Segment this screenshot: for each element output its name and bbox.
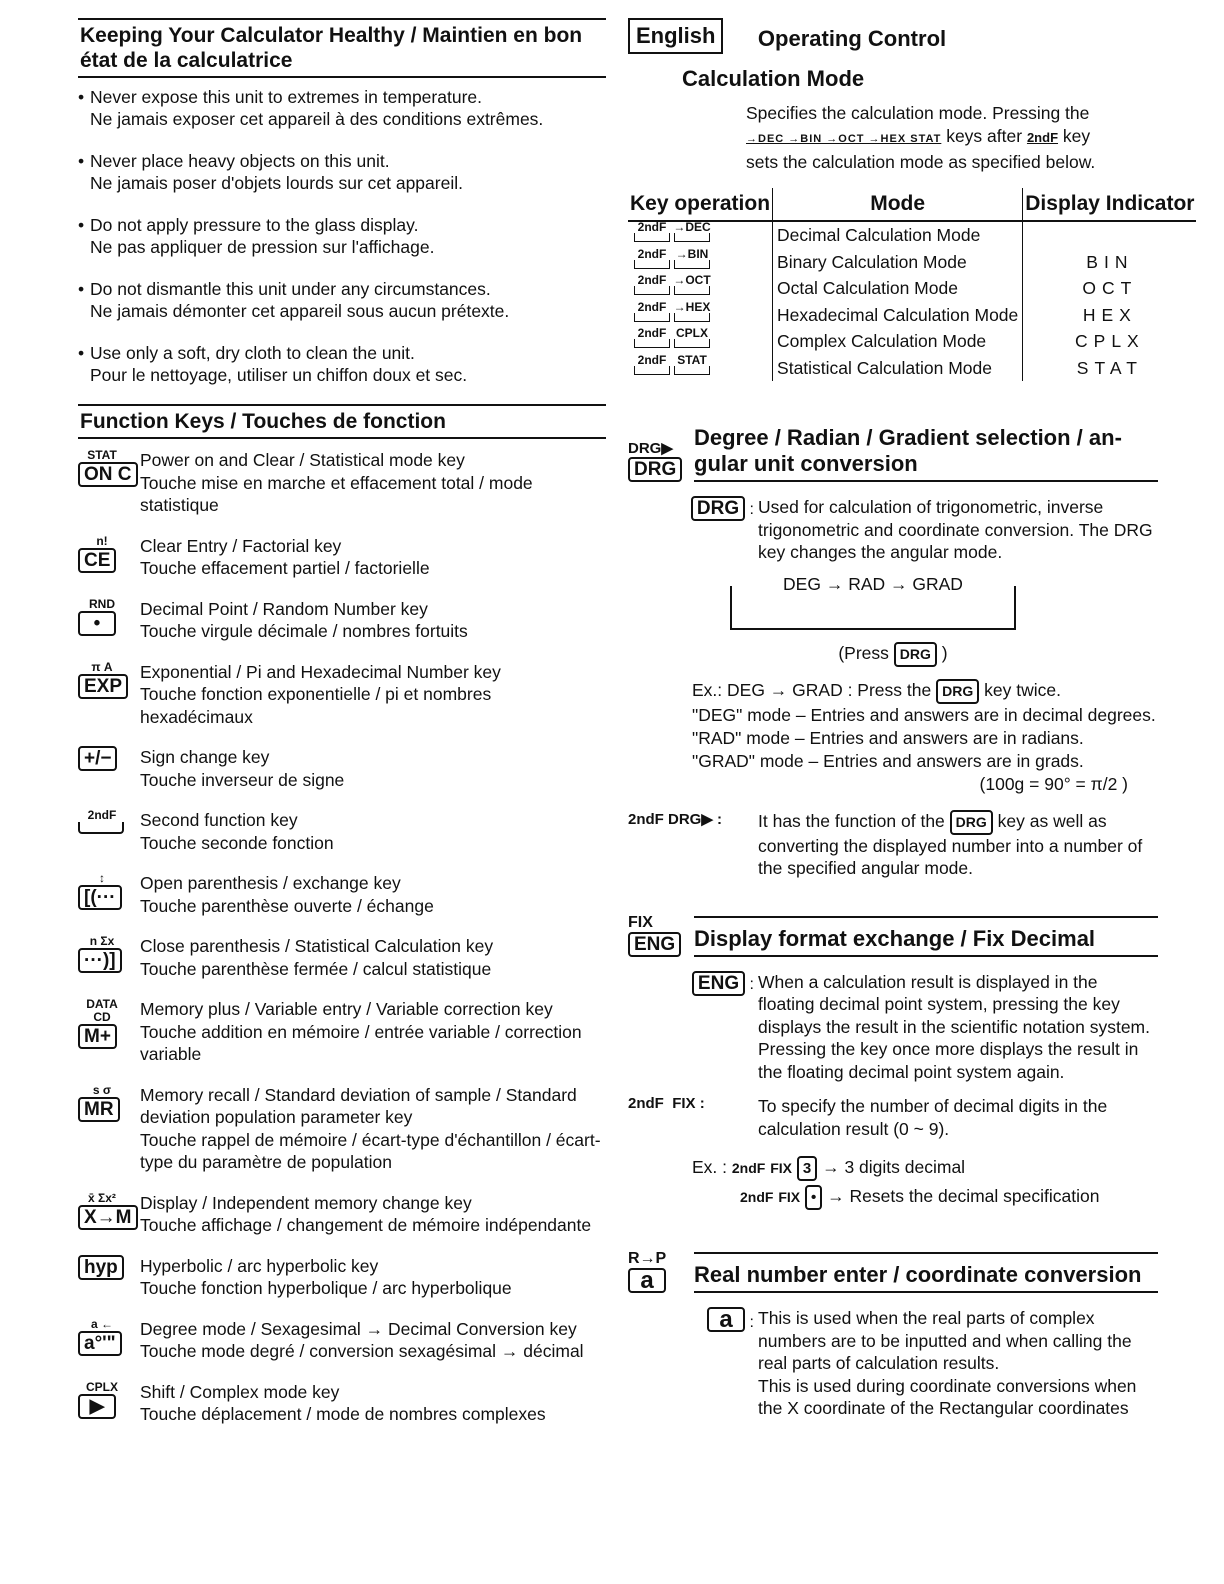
function-key-label-en: Decimal Point / Random Number key [140,598,428,619]
key-icon: →BIN [672,249,712,269]
function-key-row [78,1255,606,1300]
function-key-label-fr: Touche rappel de mémoire / écart-type d'échantillon / écart-type du paramètre de population [140,1129,601,1172]
calculator-key-icon: STAT ON C [78,449,140,487]
function-key-label-fr: Touche addition en mémoire / entrée variable / correction variable [140,1021,582,1064]
drg-example: Ex.: DEG → GRAD : Press the DRG key twice. "DEG" mode – Entries and answers are in decimal degrees. "RAD" mode – Entries and answers are in radians. "GRAD" mode – Entries and answers are in grads. (100g = 90° = π/2 ) [692,679,1156,794]
drg-section [628,425,1158,482]
key-icon: 2ndF [632,249,672,269]
function-key-label-fr: Touche fonction hyperbolique / arc hyperbolique [140,1278,512,1298]
table-row: 2ndF →BIN Binary Calculation Mode BIN [628,249,1196,276]
key-icon: →DEC [672,222,712,242]
calculator-key-icon: CPLX ▶ [78,1381,140,1419]
calculator-key-icon: ↕ [(··· [78,872,140,910]
function-key-label-en: Second function key [140,810,298,830]
function-key-row [78,449,606,517]
function-key-label-fr: Touche fonction exponentielle / pi et nombres hexadécimaux [140,684,492,727]
real-desc: a : This is used when the real parts of complex numbers are to be inputted and when calling the real parts of calculation results. This is used during coordinate conversions when the X coordinate of the Rectangular coordinates [628,1307,1158,1420]
function-key-row [78,809,606,854]
function-key-label-en: Sign change key [140,747,270,767]
function-key-row [78,998,606,1066]
bullet-item: • Never place heavy objects on this unit. Ne jamais poser d'objets lourds sur cet appareil. [78,151,463,193]
function-key-label-fr: Touche affichage / changement de mémoire indépendante [140,1215,592,1235]
function-key-row [78,1318,606,1363]
drg-desc: DRG : Used for calculation of trigonometric, inverse trigonometric and coordinate conversion. The DRG key changes the angular mode. [628,496,1158,564]
drg-key: DRG▶ DRG [628,439,694,482]
function-key-label-en: Memory plus / Variable entry / Variable correction key [140,999,553,1019]
function-key-row [78,661,606,729]
function-key-label-en: Shift / Complex mode key [140,1381,340,1402]
function-key-label-en: Memory recall / Standard deviation of sample / Standard deviation population parameter key [140,1084,577,1127]
function-key-label-en: Clear Entry / Factorial key [140,535,342,556]
function-key-label-fr: Touche mode degré / conversion sexagésimal → décimal [140,1341,584,1361]
key-icon: 2ndF [632,222,672,242]
bullet-item: • Use only a soft, dry cloth to clean the unit. Pour le nettoyage, utiliser un chiffon doux et sec. [78,343,468,385]
fix-example: Ex. : 2ndF FIX 3 → 3 digits decimal 2ndF FIX • → Resets the decimal specification [692,1156,1158,1210]
table-row: 2ndF STAT Statistical Calculation Mode STAT [628,355,1196,382]
table-row: 2ndF →DEC Decimal Calculation Mode [628,221,1196,249]
calculator-key-icon: RND • [78,598,140,636]
eng-key: FIX ENG [628,914,694,957]
key-icon: →HEX [672,302,712,322]
calc-mode-intro: Specifies the calculation mode. Pressing the →DEC →BIN →OCT →HEX STAT keys after 2ndF key sets the calculation mode as specified below. [746,103,1096,172]
calculator-key-icon: hyp [78,1255,140,1280]
calculator-key-icon: n Σx ···)] [78,935,140,973]
calculator-key-icon: x̄ Σx² X→M [78,1192,140,1230]
function-key-row [78,1192,606,1237]
function-key-label-en: Exponential / Pi and Hexadecimal Number key [140,661,501,682]
table-row: 2ndF CPLX Complex Calculation Mode CPLX [628,328,1196,355]
language-label: English [628,18,723,54]
function-key-label-fr: Touche inverseur de signe [140,769,345,790]
fix-desc: 2ndF FIX : To specify the number of decimal digits in the calculation result (0 ~ 9). [628,1095,1108,1139]
eng-desc: ENG : When a calculation result is displayed in the floating decimal point system, pressing the key displays the result in the scientific notation system. Pressing the key once more displays the result in the floating decimal point system again. [628,971,1158,1084]
function-key-label-fr: Touche virgule décimale / nombres fortuits [140,621,468,641]
calculator-key-icon: n! CE [78,535,140,573]
real-title: Real number enter / coordinate conversion [694,1252,1158,1293]
angle-cycle-diagram: DEG → RAD → GRAD [730,586,1016,630]
table-header: Key operation [628,188,773,221]
function-key-row [78,935,606,980]
function-key-label-en: Close parenthesis / Statistical Calculation key [140,936,494,956]
function-key-list [78,449,606,1426]
function-key-label-en: Degree mode / Sexagesimal → Decimal Conversion key [140,1318,577,1339]
function-key-label-en: Hyperbolic / arc hyperbolic key [140,1255,379,1276]
bullet-item: • Do not dismantle this unit under any circumstances. Ne jamais démonter cet appareil sous aucun prétexte. [78,279,510,321]
key-icon: 2ndF [632,275,672,295]
calculator-key-icon: 2ndF [78,809,140,834]
function-key-row [78,1084,606,1174]
function-keys-title: Function Keys / Touches de fonction [78,404,606,439]
calc-mode-table [628,188,1196,381]
key-icon: STAT [672,355,712,375]
function-key-row [78,872,606,917]
key-icon: 2ndF [632,302,672,322]
function-key-label-en: Display / Independent memory change key [140,1192,472,1213]
function-key-row [78,746,606,791]
calculator-key-icon: DATA CD M+ [78,998,140,1049]
health-bullet-list [78,86,606,386]
table-row: 2ndF →HEX Hexadecimal Calculation Mode HEX [628,302,1196,329]
bullet-item: • Never expose this unit to extremes in temperature. Ne jamais exposer cet appareil à des conditions extrêmes. [78,87,544,129]
key-icon: CPLX [672,328,712,348]
function-key-label-fr: Touche parenthèse ouverte / échange [140,895,434,916]
a-key: R→P a [628,1250,667,1294]
right-column [628,18,1195,1420]
bullet-item: • Do not apply pressure to the glass display. Ne pas appliquer de pression sur l'affichage. [78,215,435,257]
function-key-label-fr: Touche seconde fonction [140,832,334,853]
function-key-label-fr: Touche effacement partiel / factorielle [140,558,430,578]
function-key-row [78,535,606,580]
eng-title: Display format exchange / Fix Decimal [694,916,1158,957]
left-column [78,18,606,1426]
function-key-label-en: Open parenthesis / exchange key [140,873,401,893]
key-icon: 2ndF [632,355,672,375]
function-key-label-en: Power on and Clear / Statistical mode key [140,450,465,470]
drg-title: Degree / Radian / Gradient selection / an- gular unit conversion [694,425,1158,482]
calculator-key-icon: +/− [78,746,140,771]
real-section [628,1250,1158,1293]
function-key-label-fr: Touche parenthèse fermée / calcul statistique [140,958,492,979]
calculator-key-icon: a ← a°'" [78,1318,140,1356]
calc-mode-title: Calculation Mode [682,66,865,91]
calculator-key-icon: s σ MR [78,1084,140,1122]
function-key-row [78,598,606,643]
mode-keys: →DEC →BIN →OCT →HEX STAT [746,133,942,145]
drg-second-function: 2ndF DRG▶ : It has the function of the DRG key as well as converting the displayed number into a number of the specified angular mode. [628,810,1143,878]
health-section-title: Keeping Your Calculator Healthy / Maintien en bon état de la calculatrice [78,18,606,78]
table-header: Mode [773,188,1023,221]
calculator-key-icon: π A EXP [78,661,140,699]
key-icon: →OCT [672,275,712,295]
function-key-label-fr: Touche déplacement / mode de nombres complexes [140,1404,546,1424]
table-row: 2ndF →OCT Octal Calculation Mode OCT [628,275,1196,302]
page-title: Operating Control [757,25,947,51]
function-key-row [78,1381,606,1426]
table-header: Display Indicator [1023,188,1197,221]
key-icon: 2ndF [632,328,672,348]
eng-section [628,914,1158,957]
press-note: (Press DRG ) [628,642,1158,667]
function-key-label-fr: Touche mise en marche et effacement total / mode statistique [140,472,533,515]
